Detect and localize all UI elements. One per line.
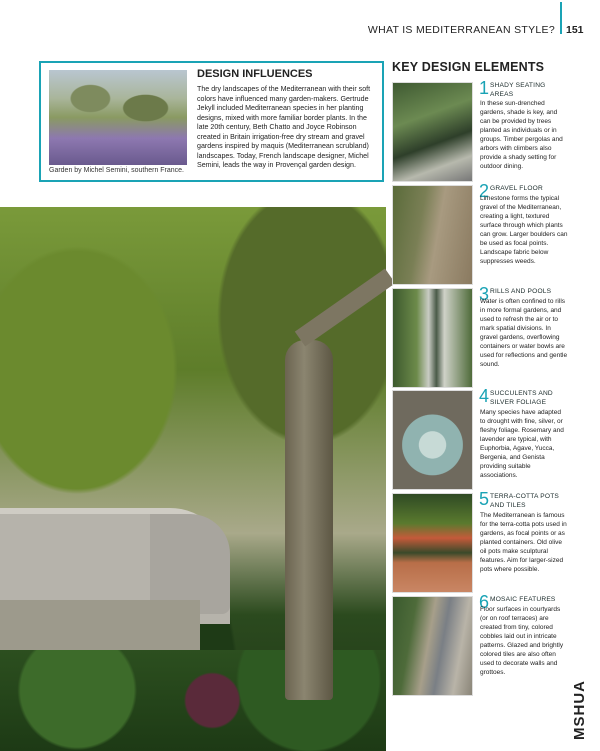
- influence-title: DESIGN INFLUENCES: [197, 68, 313, 80]
- key-element-heading: SHADY SEATING AREAS: [490, 82, 546, 98]
- key-element-2: [392, 181, 580, 285]
- design-influences-box: [39, 61, 384, 182]
- key-element-text: The Mediterranean is famous for the terra-cotta pots used in gardens, as focal points or as planted containers. Old olive oil pots make sculptural features. Aim for larger-sized pots where possible.: [480, 512, 567, 573]
- key-element-photo: [392, 82, 473, 182]
- key-element-number: 6: [479, 592, 490, 612]
- key-element-number: 4: [479, 386, 490, 406]
- watermark: MSHUA: [571, 680, 588, 740]
- key-element-text: In these sun-drenched gardens, shade is key, and can be provided by trees planted as individuals or in groups. Timber pergolas and arbors with climbers also provide a shady setting for outdoor dining.: [480, 100, 563, 170]
- influence-photo: [49, 70, 187, 165]
- influence-photo-caption: Garden by Michel Semini, southern France.: [49, 167, 185, 174]
- key-element-number: 1: [479, 78, 490, 98]
- key-design-elements-title: KEY DESIGN ELEMENTS: [392, 60, 545, 74]
- key-element-heading: RILLS AND POOLS: [490, 288, 552, 295]
- key-element-number: 2: [479, 181, 490, 201]
- key-element-number: 5: [479, 489, 490, 509]
- influence-text: The dry landscapes of the Mediterranean with their soft colors have influenced many garden-makers. Gertrude Jekyll included Mediterranean species in her planting designs, mixed with more familiar border plants. In the late 20th century, Beth Chatto and Joyce Robinson created in Britain irrigation-free dry stream and gravel gardens inspired by maquis (Mediterranean scrubland) landscapes. Today, French landscape designer, Michel Semini, leads the way in Provençal garden design.: [197, 85, 371, 169]
- tree-trunk: [285, 340, 333, 700]
- key-element-photo: [392, 185, 473, 285]
- key-element-text: Limestone forms the typical gravel of the Mediterranean, creating a light, textured surface through which plants can grow. Larger boulders can be used as focal points. Landscape fabric below suppresses weeds.: [480, 195, 568, 265]
- key-element-heading: GRAVEL FLOOR: [490, 185, 543, 192]
- curved-wall-end: [150, 514, 230, 614]
- key-element-photo: [392, 493, 473, 593]
- key-element-5: [392, 489, 580, 593]
- key-element-photo: [392, 288, 473, 388]
- key-element-heading: MOSAIC FEATURES: [490, 596, 556, 603]
- header-rule: [560, 2, 562, 34]
- key-element-photo: [392, 390, 473, 490]
- key-element-text: Many species have adapted to drought with fine, silver, or fleshy foliage. Rosemary and lavender are typical, with Euphorbia, Agave, Yucca, Bergenia, and Genista providing suitable associations.: [480, 409, 564, 479]
- key-element-heading: TERRA-COTTA POTS AND TILES: [490, 493, 560, 509]
- key-element-heading: SUCCULENTS AND SILVER FOLIAGE: [490, 390, 553, 406]
- key-element-number: 3: [479, 284, 490, 304]
- key-element-1: [392, 78, 580, 182]
- key-element-text: Floor surfaces in courtyards (or on roof terraces) are created from tiny, colored cobbles laid out in intricate patterns. Glazed and brightly colored tiles are also often used to decorate walls and grottoes.: [480, 606, 564, 676]
- key-element-6: [392, 592, 580, 696]
- key-element-3: [392, 284, 580, 388]
- key-element-4: [392, 386, 580, 490]
- key-element-photo: [392, 596, 473, 696]
- key-element-text: Water is often confined to rills in more formal gardens, and used to refresh the air or to mark spatial divisions. In gravel gardens, overflowing containers or water bowls are used for reflections and gentle sound.: [480, 298, 568, 368]
- page-number: 151: [566, 24, 584, 36]
- running-header: WHAT IS MEDITERRANEAN STYLE?: [367, 24, 555, 36]
